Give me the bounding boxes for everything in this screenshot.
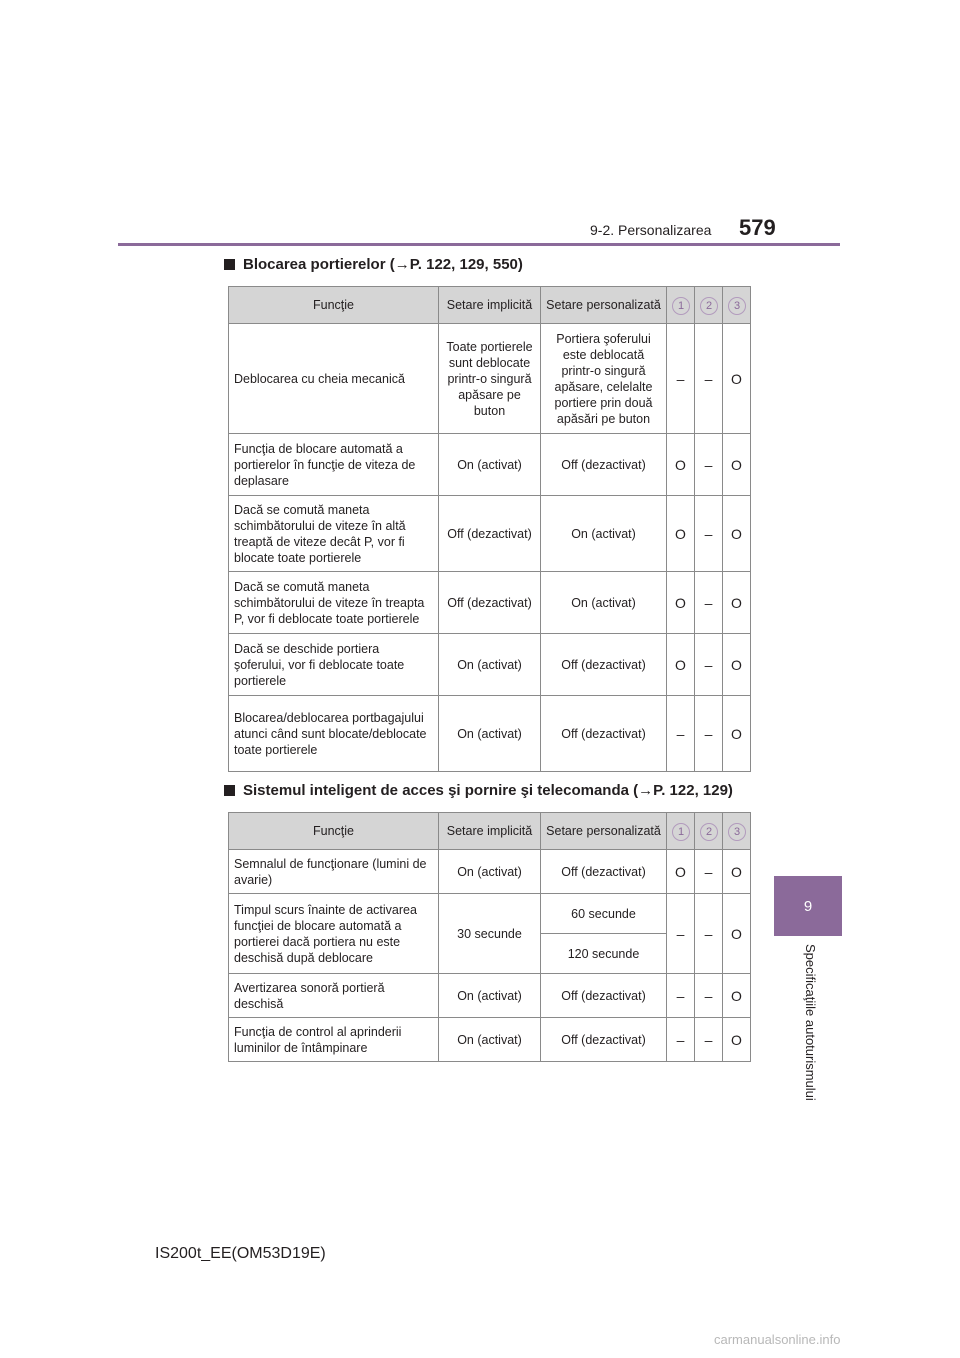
default-cell: On (activat) bbox=[439, 850, 541, 894]
function-cell: Dacă se deschide portiera şoferului, vor fi deblocate toate portierele bbox=[229, 634, 439, 696]
table-row bbox=[229, 696, 751, 772]
section2-page-ref[interactable]: →P. 122, 129) bbox=[638, 782, 733, 799]
mark-cell-2: – bbox=[695, 974, 723, 1018]
table-row bbox=[229, 1018, 751, 1062]
col-header-function: Funcţie bbox=[229, 287, 439, 324]
default-cell: On (activat) bbox=[439, 434, 541, 496]
mark-cell-3: O bbox=[723, 696, 751, 772]
mark-cell-1: O bbox=[667, 572, 695, 634]
custom-cell: Off (dezactivat) bbox=[541, 1018, 667, 1062]
mark-cell-2: – bbox=[695, 634, 723, 696]
mark-cell-1: – bbox=[667, 324, 695, 434]
custom-cell: Off (dezactivat) bbox=[541, 974, 667, 1018]
col-header-2: 2 bbox=[700, 297, 718, 315]
mark-cell-1: – bbox=[667, 974, 695, 1018]
default-cell: Off (dezactivat) bbox=[439, 496, 541, 572]
function-cell: Funcţia de blocare automată a portierelor în funcţie de viteza de deplasare bbox=[229, 434, 439, 496]
col-header-1: 1 bbox=[672, 823, 690, 841]
function-cell: Semnalul de funcţionare (lumini de avarie) bbox=[229, 850, 439, 894]
default-cell: 30 secunde bbox=[439, 894, 541, 974]
mark-cell-3: O bbox=[723, 894, 751, 974]
door-lock-table bbox=[228, 286, 751, 772]
col-header-custom: Setare personalizată bbox=[541, 287, 667, 324]
mark-cell-1: O bbox=[667, 850, 695, 894]
default-cell: On (activat) bbox=[439, 696, 541, 772]
chapter-tab[interactable]: 9 bbox=[774, 876, 842, 936]
mark-cell-2: – bbox=[695, 696, 723, 772]
function-cell: Deblocarea cu cheia mecanică bbox=[229, 324, 439, 434]
mark-cell-3: O bbox=[723, 434, 751, 496]
default-cell: Toate portierele sunt deblocate printr-o singură apăsare pe buton bbox=[439, 324, 541, 434]
section1-title: Blocarea portierelor ( bbox=[243, 256, 395, 273]
mark-cell-2: – bbox=[695, 572, 723, 634]
section-title: 9-2. Personalizarea bbox=[590, 222, 712, 238]
mark-cell-2: – bbox=[695, 434, 723, 496]
square-bullet-icon bbox=[224, 785, 235, 796]
table-row bbox=[229, 894, 751, 934]
footer-code: IS200t_EE(OM53D19E) bbox=[155, 1245, 326, 1262]
custom-cell: On (activat) bbox=[541, 496, 667, 572]
mark-cell-3: O bbox=[723, 572, 751, 634]
table-row bbox=[229, 434, 751, 496]
function-cell: Dacă se comută maneta schimbătorului de viteze în altă treaptă de viteze decât P, vor fi blocate toate portierele bbox=[229, 496, 439, 572]
col-header-3: 3 bbox=[728, 823, 746, 841]
default-cell: On (activat) bbox=[439, 974, 541, 1018]
table-header-row bbox=[229, 287, 751, 324]
col-header-default: Setare implicită bbox=[439, 813, 541, 850]
mark-cell-3: O bbox=[723, 850, 751, 894]
col-header-1: 1 bbox=[672, 297, 690, 315]
col-header-function: Funcţie bbox=[229, 813, 439, 850]
function-cell: Blocarea/deblocarea portbagajului atunci când sunt blocate/deblocate toate portierele bbox=[229, 696, 439, 772]
mark-cell-1: O bbox=[667, 496, 695, 572]
mark-cell-3: O bbox=[723, 496, 751, 572]
section2-heading bbox=[224, 782, 733, 799]
custom-cell: Off (dezactivat) bbox=[541, 634, 667, 696]
section1-page-ref[interactable]: →P. 122, 129, 550) bbox=[394, 256, 523, 273]
mark-cell-2: – bbox=[695, 324, 723, 434]
mark-cell-3: O bbox=[723, 1018, 751, 1062]
col-header-2: 2 bbox=[700, 823, 718, 841]
mark-cell-1: – bbox=[667, 1018, 695, 1062]
col-header-3: 3 bbox=[728, 297, 746, 315]
mark-cell-1: – bbox=[667, 894, 695, 974]
mark-cell-3: O bbox=[723, 974, 751, 1018]
table-header-row bbox=[229, 813, 751, 850]
custom-cell: On (activat) bbox=[541, 572, 667, 634]
page-number: 579 bbox=[739, 215, 776, 240]
section2-title: Sistemul inteligent de acces şi pornire şi telecomanda ( bbox=[243, 782, 639, 799]
table-row bbox=[229, 496, 751, 572]
table-row bbox=[229, 634, 751, 696]
default-cell: Off (dezactivat) bbox=[439, 572, 541, 634]
col-header-custom: Setare personalizată bbox=[541, 813, 667, 850]
col-header-default: Setare implicită bbox=[439, 287, 541, 324]
function-cell: Avertizarea sonoră portieră deschisă bbox=[229, 974, 439, 1018]
mark-cell-1: – bbox=[667, 696, 695, 772]
custom-cell: Off (dezactivat) bbox=[541, 434, 667, 496]
mark-cell-3: O bbox=[723, 324, 751, 434]
custom-cell: 60 secunde bbox=[541, 894, 667, 934]
function-cell: Timpul scurs înainte de activarea funcţiei de blocare automată a portierei dacă portiera nu este deschisă după deblocare bbox=[229, 894, 439, 974]
section1-heading bbox=[224, 256, 523, 273]
square-bullet-icon bbox=[224, 259, 235, 270]
header-rule bbox=[118, 243, 840, 246]
custom-cell: Off (dezactivat) bbox=[541, 696, 667, 772]
default-cell: On (activat) bbox=[439, 1018, 541, 1062]
custom-cell: 120 secunde bbox=[541, 934, 667, 974]
chapter-label: Specificaţiile autoturismului bbox=[803, 944, 818, 1101]
function-cell: Funcţia de control al aprinderii luminilor de întâmpinare bbox=[229, 1018, 439, 1062]
default-cell: On (activat) bbox=[439, 634, 541, 696]
table-row bbox=[229, 850, 751, 894]
table-row bbox=[229, 324, 751, 434]
mark-cell-1: O bbox=[667, 634, 695, 696]
mark-cell-2: – bbox=[695, 850, 723, 894]
mark-cell-2: – bbox=[695, 894, 723, 974]
smart-access-table bbox=[228, 812, 751, 1062]
mark-cell-2: – bbox=[695, 496, 723, 572]
custom-cell: Off (dezactivat) bbox=[541, 850, 667, 894]
function-cell: Dacă se comută maneta schimbătorului de viteze în treapta P, vor fi deblocate toate portierele bbox=[229, 572, 439, 634]
watermark: carmanualsonline.info bbox=[714, 1332, 841, 1347]
mark-cell-1: O bbox=[667, 434, 695, 496]
table-row bbox=[229, 572, 751, 634]
custom-cell: Portiera şoferului este deblocată printr-o singură apăsare, celelalte portiere prin două apăsări pe buton bbox=[541, 324, 667, 434]
mark-cell-3: O bbox=[723, 634, 751, 696]
table-row bbox=[229, 974, 751, 1018]
mark-cell-2: – bbox=[695, 1018, 723, 1062]
